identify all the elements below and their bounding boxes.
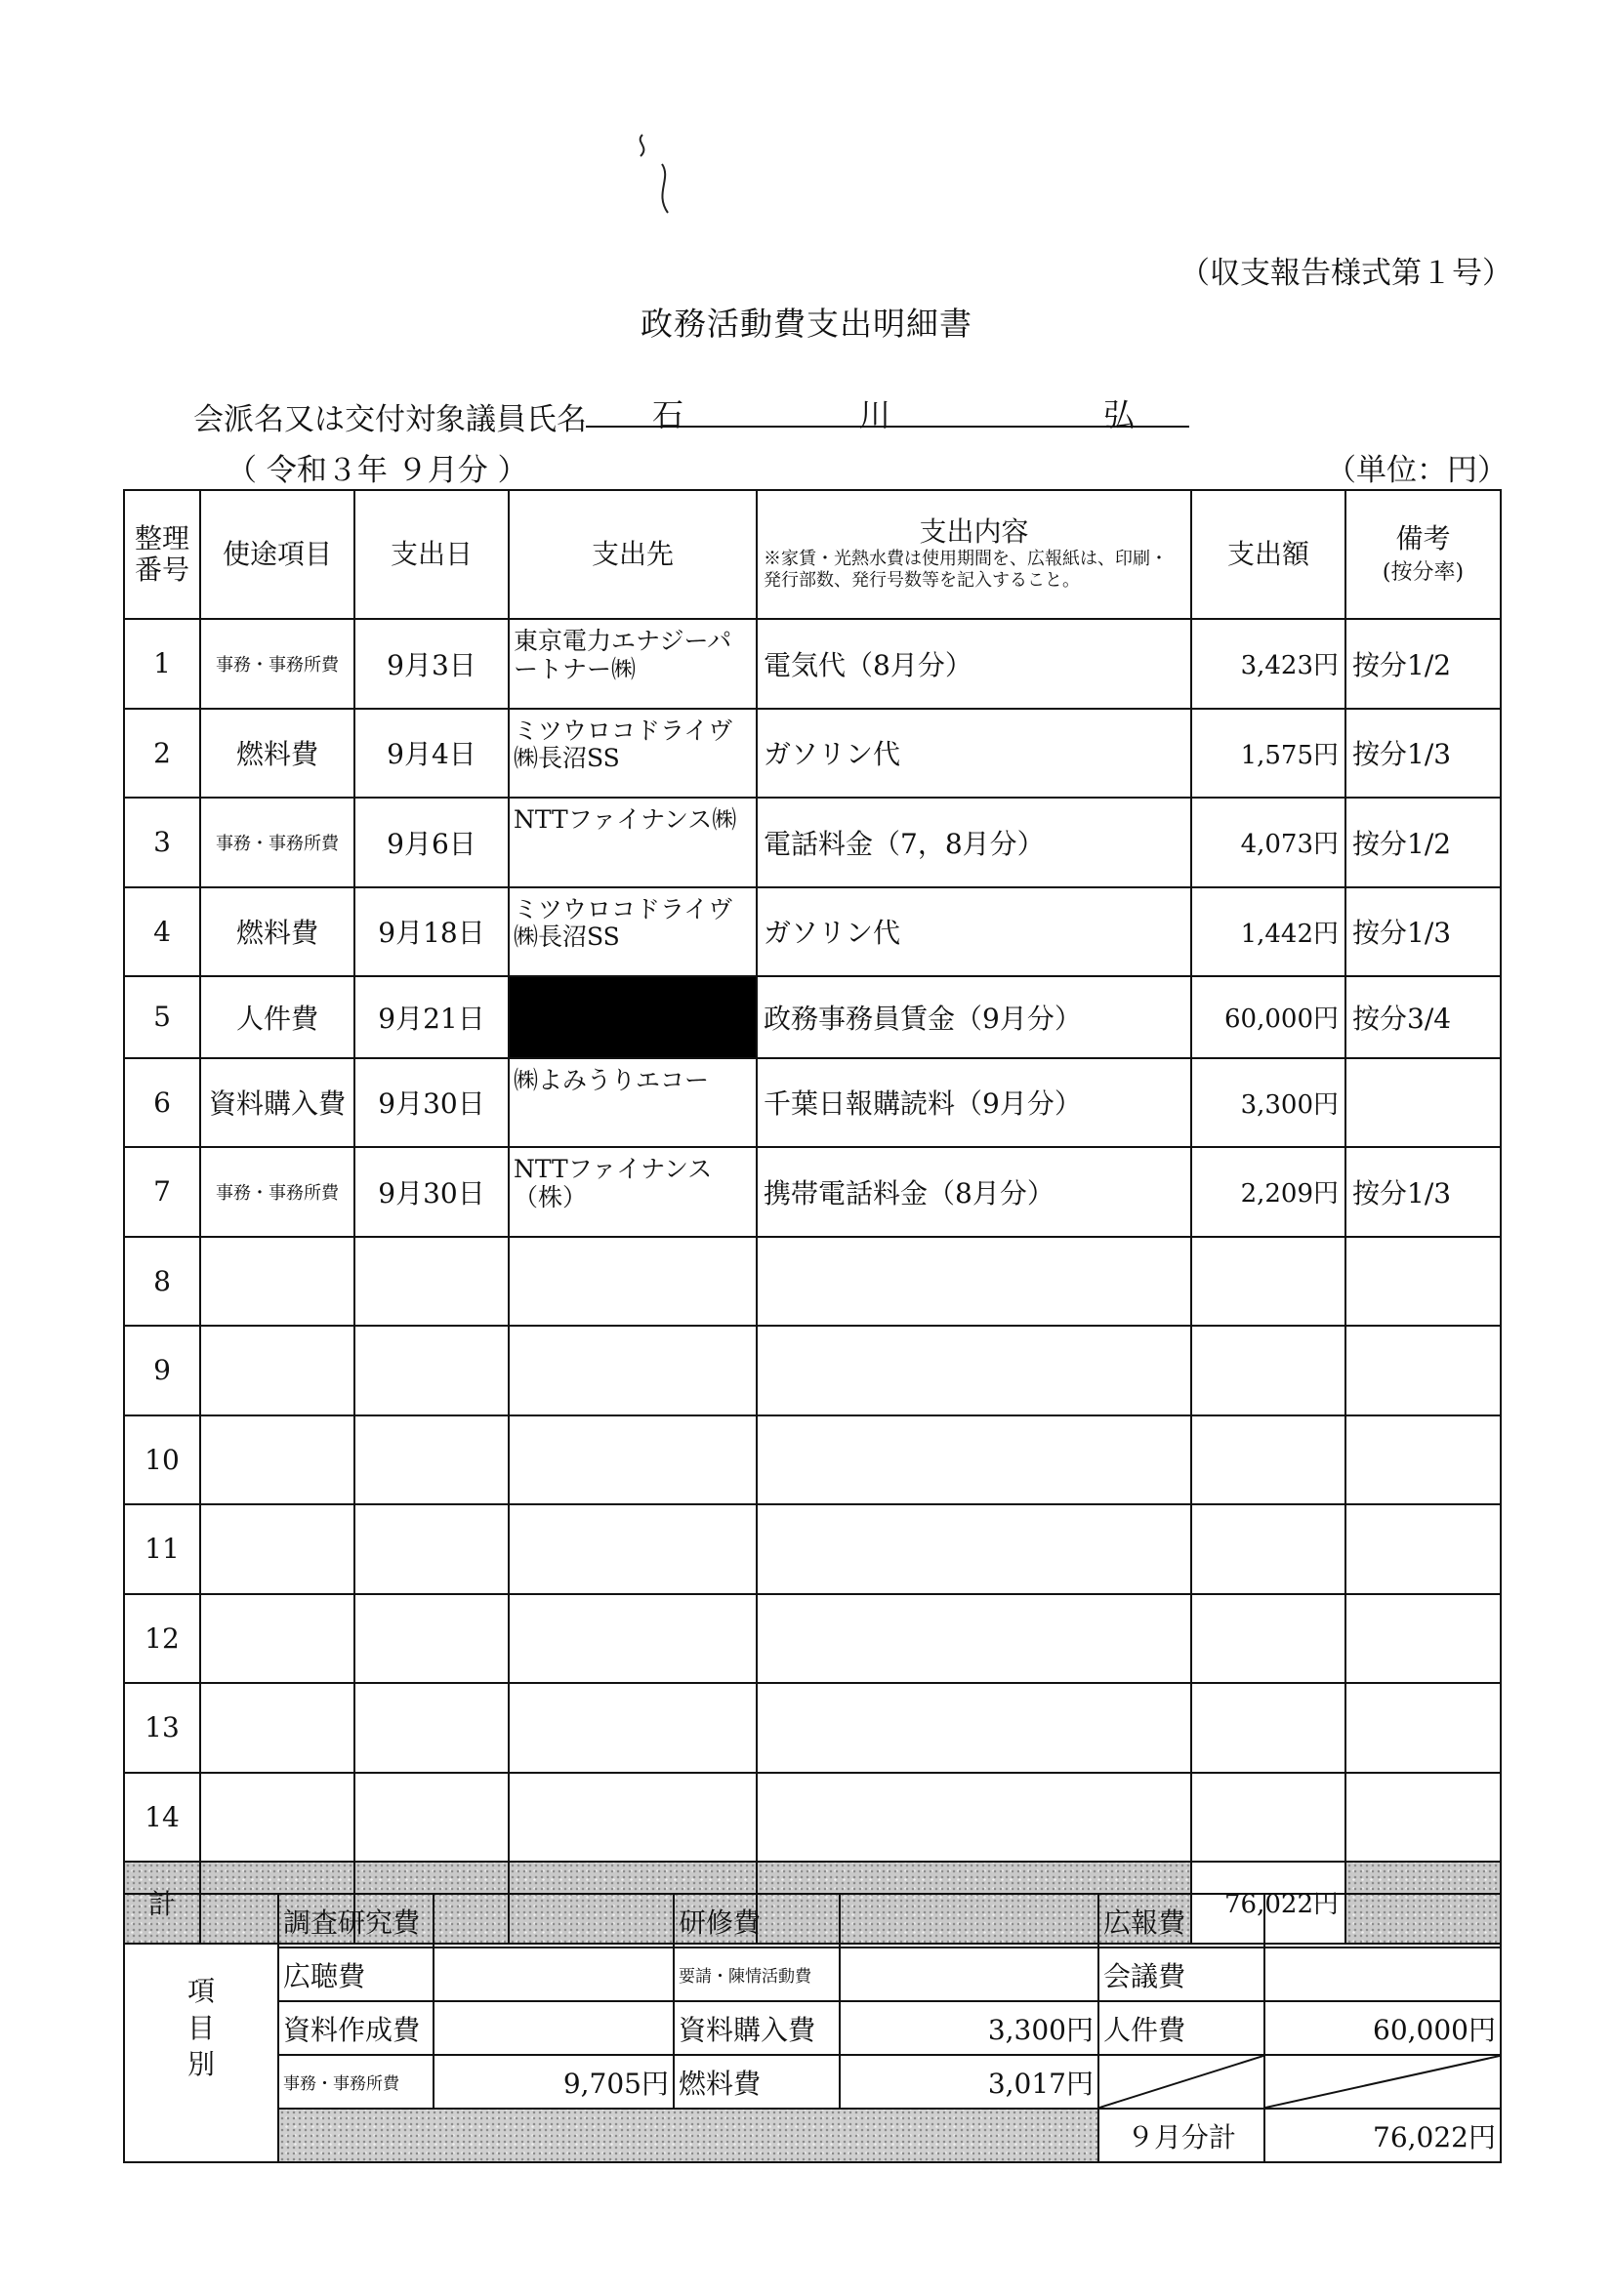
row-date [354,1773,509,1863]
row-remarks [1345,1415,1501,1505]
row-remarks [1345,1504,1501,1594]
row-payee [509,1326,757,1415]
row-amount: 4,073円 [1191,798,1345,887]
row-remarks: 按分1/3 [1345,887,1501,977]
row-date: 9月6日 [354,798,509,887]
expense-table [123,489,1502,1945]
row-category [200,1415,354,1505]
summary-shaded-cell [278,2109,1098,2162]
summary-value-kenshu [840,1894,1098,1948]
summary-label-jimu: 事務・事務所費 [278,2055,434,2109]
total-amount: 76,022円 [1191,1862,1345,1944]
row-payee [509,1773,757,1863]
row-content: ガソリン代 [757,887,1191,977]
row-amount [1191,1237,1345,1327]
row-number: 5 [124,976,200,1058]
row-remarks [1345,1237,1501,1327]
member-name-part: 石 [652,396,684,433]
row-remarks: 按分3/4 [1345,976,1501,1058]
summary-row [124,2055,1501,2109]
row-payee [509,1237,757,1327]
summary-row [124,2109,1501,2162]
category-summary-table [123,1893,1502,2163]
table-header-row [124,490,1501,619]
table-row [124,1147,1501,1237]
summary-value-jimu: 9,705円 [434,2055,674,2109]
member-name-part: 弘 [1103,396,1136,433]
form-number: （収支報告様式第１号） [1179,256,1512,291]
row-amount: 60,000円 [1191,976,1345,1058]
remarks-header-label: 備考 [1395,521,1451,554]
content-header-label: 支出内容 [919,515,1029,549]
row-amount: 1,442円 [1191,887,1345,977]
row-content [757,1594,1191,1684]
content-header-note: ※家賃・光熱水費は使用期間を、広報紙は、印刷・発行部数、発行号数等を記入すること。 [764,548,1168,592]
row-date: 9月3日 [354,619,509,709]
row-date [354,1237,509,1327]
total-label: 計 [124,1862,200,1944]
row-remarks [1345,1326,1501,1415]
table-row [124,976,1501,1058]
row-category [200,1594,354,1684]
row-date: 9月30日 [354,1058,509,1148]
column-header-no: 整理番号 [124,490,200,619]
report-period: （ 令和３年 ９月分 ） [227,453,528,488]
row-content [757,1415,1191,1505]
table-row [124,887,1501,977]
row-date [354,1415,509,1505]
row-number: 1 [124,619,200,709]
summary-row [124,1948,1501,2001]
column-header-date: 支出日 [354,490,509,619]
member-name-part: 川 [859,396,891,433]
row-number: 4 [124,887,200,977]
row-remarks: 按分1/3 [1345,709,1501,799]
row-payee: NTTファイナンス㈱ [509,798,757,887]
summary-value-chosa [434,1894,674,1948]
summary-value-yosei [840,1948,1098,2001]
row-number: 13 [124,1683,200,1773]
row-number: 12 [124,1594,200,1684]
row-date [354,1326,509,1415]
summary-label-shiryo-konyu: 資料購入費 [674,2001,840,2055]
row-date: 9月30日 [354,1147,509,1237]
table-row [124,1326,1501,1415]
row-category: 事務・事務所費 [200,619,354,709]
row-date: 9月4日 [354,709,509,799]
currency-unit: （単位：円） [1326,453,1508,488]
row-category [200,1773,354,1863]
summary-row [124,2001,1501,2055]
row-category [200,1237,354,1327]
summary-value-shiryo-sakusei [434,2001,674,2055]
row-remarks [1345,1058,1501,1148]
row-content: 電気代（8月分） [757,619,1191,709]
row-amount: 2,209円 [1191,1147,1345,1237]
row-remarks [1345,1594,1501,1684]
row-number: 7 [124,1147,200,1237]
summary-label-kocho: 広聴費 [278,1948,434,2001]
row-remarks: 按分1/2 [1345,619,1501,709]
table-row [124,1058,1501,1148]
row-number: 8 [124,1237,200,1327]
column-header-category: 使途項目 [200,490,354,619]
row-content [757,1773,1191,1863]
summary-label-kenshu: 研修費 [674,1894,840,1948]
row-content: 千葉日報購読料（9月分） [757,1058,1191,1148]
row-category: 燃料費 [200,887,354,977]
summary-label-nenryo: 燃料費 [674,2055,840,2109]
table-row [124,1237,1501,1327]
row-date [354,1594,509,1684]
member-name-label: 会派名又は交付対象議員氏名 [193,402,587,437]
summary-value-kaigi [1264,1948,1501,2001]
summary-label-shiryo-sakusei: 資料作成費 [278,2001,434,2055]
table-row [124,1594,1501,1684]
summary-label-chosa: 調査研究費 [278,1894,434,1948]
row-number: 11 [124,1504,200,1594]
row-remarks: 按分1/3 [1345,1147,1501,1237]
column-header-payee: 支出先 [509,490,757,619]
row-number: 3 [124,798,200,887]
row-number: 9 [124,1326,200,1415]
row-date: 9月21日 [354,976,509,1058]
summary-crossed-cell [1098,2055,1264,2109]
summary-value-kocho [434,1948,674,2001]
table-row [124,619,1501,709]
row-payee [509,1415,757,1505]
row-payee [509,1504,757,1594]
summary-label-jinken: 人件費 [1098,2001,1264,2055]
row-category: 人件費 [200,976,354,1058]
row-date [354,1683,509,1773]
summary-side-text: 項目別 [187,1974,216,2081]
row-category: 事務・事務所費 [200,798,354,887]
row-payee: ミツウロコドライヴ㈱長沼SS [509,709,757,799]
row-payee: 東京電力エナジーパートナー㈱ [509,619,757,709]
row-amount: 1,575円 [1191,709,1345,799]
row-payee: ミツウロコドライヴ㈱長沼SS [509,887,757,977]
table-row [124,1683,1501,1773]
summary-side-label [124,1894,278,2162]
row-date [354,1504,509,1594]
row-remarks [1345,1773,1501,1863]
table-row [124,798,1501,887]
row-number: 6 [124,1058,200,1148]
summary-label-yosei: 要請・陳情活動費 [674,1948,840,2001]
remarks-header-sub: (按分率) [1382,560,1465,585]
row-content: 携帯電話料金（8月分） [757,1147,1191,1237]
row-content [757,1683,1191,1773]
row-amount [1191,1594,1345,1684]
row-amount: 3,423円 [1191,619,1345,709]
row-category: 事務・事務所費 [200,1147,354,1237]
row-category [200,1504,354,1594]
row-category [200,1683,354,1773]
row-payee: NTTファイナンス（株） [509,1147,757,1237]
summary-label-koho: 広報費 [1098,1894,1264,1948]
row-payee [509,1594,757,1684]
row-content: 電話料金（7，8月分） [757,798,1191,887]
row-content [757,1237,1191,1327]
row-amount: 3,300円 [1191,1058,1345,1148]
row-content: ガソリン代 [757,709,1191,799]
month-total-label: ９月分計 [1098,2109,1264,2162]
row-content [757,1326,1191,1415]
row-remarks: 按分1/2 [1345,798,1501,887]
row-payee [509,1683,757,1773]
row-number: 10 [124,1415,200,1505]
row-date: 9月18日 [354,887,509,977]
row-number: 2 [124,709,200,799]
month-total-value: 76,022円 [1264,2109,1501,2162]
row-amount [1191,1326,1345,1415]
summary-crossed-cell [1264,2055,1501,2109]
row-payee-redacted [509,976,757,1058]
row-amount [1191,1504,1345,1594]
row-number: 14 [124,1773,200,1863]
row-category: 資料購入費 [200,1058,354,1148]
table-row [124,1773,1501,1863]
row-content [757,1504,1191,1594]
row-payee: ㈱よみうりエコー [509,1058,757,1148]
column-header-amount: 支出額 [1191,490,1345,619]
row-category [200,1326,354,1415]
row-content: 政務事務員賃金（9月分） [757,976,1191,1058]
column-header-remarks [1345,490,1501,619]
document-title: 政務活動費支出明細書 [641,305,972,343]
summary-value-koho [1264,1894,1501,1948]
summary-value-jinken: 60,000円 [1264,2001,1501,2055]
row-amount [1191,1415,1345,1505]
table-row [124,1415,1501,1505]
row-amount [1191,1683,1345,1773]
row-category: 燃料費 [200,709,354,799]
table-row [124,1504,1501,1594]
table-row [124,709,1501,799]
summary-value-nenryo: 3,017円 [840,2055,1098,2109]
row-remarks [1345,1683,1501,1773]
summary-label-kaigi: 会議費 [1098,1948,1264,2001]
summary-value-shiryo-konyu: 3,300円 [840,2001,1098,2055]
column-header-content [757,490,1191,619]
handwritten-mark-icon [633,125,711,223]
summary-row [124,1894,1501,1948]
row-amount [1191,1773,1345,1863]
